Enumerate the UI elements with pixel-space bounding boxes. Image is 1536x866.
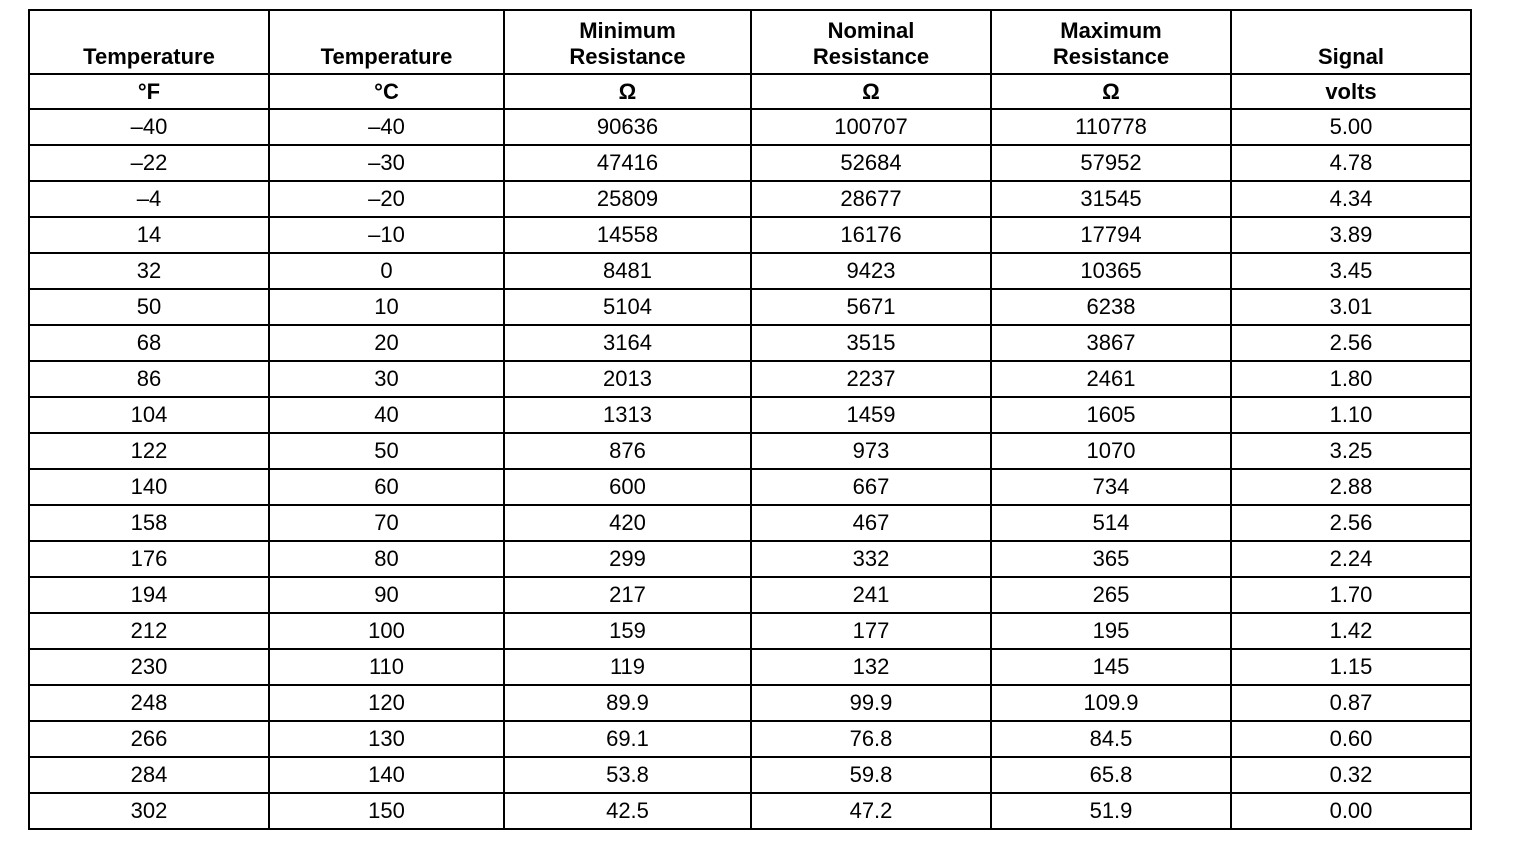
table-cell: 52684 [751, 145, 991, 181]
table-cell: 132 [751, 649, 991, 685]
table-cell: 68 [29, 325, 269, 361]
column-header-minimum-resistance [504, 10, 751, 74]
column-unit-minimum-resistance: Ω [504, 74, 751, 109]
table-cell: 158 [29, 505, 269, 541]
table-cell: 0.32 [1231, 757, 1471, 793]
column-header-text: Temperature [320, 43, 453, 69]
column-unit-maximum-resistance: Ω [991, 74, 1231, 109]
table-cell: 42.5 [504, 793, 751, 829]
table-cell: 299 [504, 541, 751, 577]
table-cell: 4.34 [1231, 181, 1471, 217]
table-cell: 176 [29, 541, 269, 577]
table-row [29, 325, 1471, 361]
table-cell: 140 [269, 757, 504, 793]
table-cell: 47.2 [751, 793, 991, 829]
column-unit-nominal-resistance: Ω [751, 74, 991, 109]
table-cell: 100707 [751, 109, 991, 145]
table-cell: 145 [991, 649, 1231, 685]
table-cell: 332 [751, 541, 991, 577]
table-cell: 14558 [504, 217, 751, 253]
table-cell: 5104 [504, 289, 751, 325]
table-cell: 177 [751, 613, 991, 649]
table-row [29, 109, 1471, 145]
table-cell: 734 [991, 469, 1231, 505]
column-header-nominal-resistance [751, 10, 991, 74]
table-row [29, 469, 1471, 505]
table-cell: 230 [29, 649, 269, 685]
table-cell: 2237 [751, 361, 991, 397]
table-cell: 365 [991, 541, 1231, 577]
table-cell: 100 [269, 613, 504, 649]
column-header-text: Nominal [827, 18, 915, 44]
table-cell: 51.9 [991, 793, 1231, 829]
table-cell: 30 [269, 361, 504, 397]
table-cell: 2.88 [1231, 469, 1471, 505]
header-unit-row [29, 74, 1471, 109]
table-row [29, 541, 1471, 577]
table-cell: 3164 [504, 325, 751, 361]
table-cell: 53.8 [504, 757, 751, 793]
table-row [29, 433, 1471, 469]
table-cell: 57952 [991, 145, 1231, 181]
table-cell: 1.70 [1231, 577, 1471, 613]
table-cell: 16176 [751, 217, 991, 253]
table-cell: 3.89 [1231, 217, 1471, 253]
table-row [29, 361, 1471, 397]
table-row [29, 289, 1471, 325]
table-cell: 241 [751, 577, 991, 613]
table-cell: 2.56 [1231, 505, 1471, 541]
table-cell: 14 [29, 217, 269, 253]
column-unit-temperature-f: °F [29, 74, 269, 109]
table-cell: 212 [29, 613, 269, 649]
column-header-text: Maximum [1060, 18, 1162, 44]
column-header-text: Resistance [569, 43, 686, 69]
table-body [29, 109, 1471, 829]
table-cell: –20 [269, 181, 504, 217]
table-cell: 110778 [991, 109, 1231, 145]
table-row [29, 757, 1471, 793]
table-cell: 104 [29, 397, 269, 433]
table-cell: 31545 [991, 181, 1231, 217]
table-cell: 120 [269, 685, 504, 721]
column-header-text: Signal [1317, 43, 1384, 69]
table-cell: 1.15 [1231, 649, 1471, 685]
table-cell: 973 [751, 433, 991, 469]
table-cell: 2013 [504, 361, 751, 397]
table-row [29, 649, 1471, 685]
table-cell: 86 [29, 361, 269, 397]
table-cell: 514 [991, 505, 1231, 541]
table-cell: 1459 [751, 397, 991, 433]
table-row [29, 397, 1471, 433]
column-header-text: Resistance [1052, 43, 1170, 69]
table-cell: 248 [29, 685, 269, 721]
table-cell: 3515 [751, 325, 991, 361]
table-cell: 0.00 [1231, 793, 1471, 829]
column-header-maximum-resistance [991, 10, 1231, 74]
table-cell: 0 [269, 253, 504, 289]
table-row [29, 685, 1471, 721]
table-cell: 4.78 [1231, 145, 1471, 181]
table-cell: 8481 [504, 253, 751, 289]
table-cell: 20 [269, 325, 504, 361]
table-cell: –40 [29, 109, 269, 145]
table-cell: 5.00 [1231, 109, 1471, 145]
table-cell: 28677 [751, 181, 991, 217]
table-cell: 50 [29, 289, 269, 325]
table-cell: 69.1 [504, 721, 751, 757]
table-cell: 140 [29, 469, 269, 505]
table-cell: –10 [269, 217, 504, 253]
table-cell: 1.42 [1231, 613, 1471, 649]
table-cell: 266 [29, 721, 269, 757]
table-cell: 32 [29, 253, 269, 289]
table-cell: 302 [29, 793, 269, 829]
table-row [29, 181, 1471, 217]
column-header-temperature-f [29, 10, 269, 74]
table-cell: 2.56 [1231, 325, 1471, 361]
table-cell: 1070 [991, 433, 1231, 469]
table-cell: 420 [504, 505, 751, 541]
table-cell: 150 [269, 793, 504, 829]
table-cell: 1.80 [1231, 361, 1471, 397]
table-cell: 3.01 [1231, 289, 1471, 325]
table-cell: 50 [269, 433, 504, 469]
table-cell: –22 [29, 145, 269, 181]
column-header-temperature-c [269, 10, 504, 74]
temperature-resistance-table [28, 9, 1472, 830]
table-cell: 876 [504, 433, 751, 469]
table-cell: 40 [269, 397, 504, 433]
table-cell: 99.9 [751, 685, 991, 721]
table-cell: 84.5 [991, 721, 1231, 757]
table-cell: 3867 [991, 325, 1231, 361]
table-row [29, 577, 1471, 613]
table-cell: 6238 [991, 289, 1231, 325]
table-cell: 667 [751, 469, 991, 505]
table-cell: 9423 [751, 253, 991, 289]
table-cell: 60 [269, 469, 504, 505]
table-row [29, 721, 1471, 757]
column-unit-temperature-c: °C [269, 74, 504, 109]
table-row [29, 217, 1471, 253]
table-cell: 195 [991, 613, 1231, 649]
table-cell: 1313 [504, 397, 751, 433]
table-cell: –30 [269, 145, 504, 181]
column-header-signal [1231, 10, 1471, 74]
table-cell: 3.25 [1231, 433, 1471, 469]
table-cell: 467 [751, 505, 991, 541]
table-cell: 89.9 [504, 685, 751, 721]
table-cell: 0.60 [1231, 721, 1471, 757]
table-cell: 600 [504, 469, 751, 505]
table-row [29, 253, 1471, 289]
table-cell: 130 [269, 721, 504, 757]
table-row [29, 793, 1471, 829]
column-header-text: Resistance [812, 43, 930, 69]
table-cell: 110 [269, 649, 504, 685]
table-row [29, 613, 1471, 649]
table-cell: –4 [29, 181, 269, 217]
table-cell: 90 [269, 577, 504, 613]
column-header-text: Minimum [579, 18, 676, 44]
table-cell: 76.8 [751, 721, 991, 757]
table-cell: 80 [269, 541, 504, 577]
table-cell: 59.8 [751, 757, 991, 793]
table-cell: 10365 [991, 253, 1231, 289]
column-unit-signal: volts [1231, 74, 1471, 109]
column-header-text: Temperature [83, 43, 215, 69]
table-cell: 2.24 [1231, 541, 1471, 577]
table-cell: 284 [29, 757, 269, 793]
table-cell: 25809 [504, 181, 751, 217]
table-row [29, 145, 1471, 181]
table-cell: 65.8 [991, 757, 1231, 793]
table-cell: 119 [504, 649, 751, 685]
table-cell: 122 [29, 433, 269, 469]
table-cell: 265 [991, 577, 1231, 613]
table-cell: 17794 [991, 217, 1231, 253]
table-cell: 0.87 [1231, 685, 1471, 721]
table-cell: 1.10 [1231, 397, 1471, 433]
table-cell: 1605 [991, 397, 1231, 433]
table-cell: –40 [269, 109, 504, 145]
table-cell: 5671 [751, 289, 991, 325]
header-title-row [29, 10, 1471, 74]
table-cell: 70 [269, 505, 504, 541]
table-cell: 159 [504, 613, 751, 649]
table-cell: 47416 [504, 145, 751, 181]
table-cell: 3.45 [1231, 253, 1471, 289]
table-cell: 109.9 [991, 685, 1231, 721]
table-cell: 90636 [504, 109, 751, 145]
table-cell: 2461 [991, 361, 1231, 397]
table-row [29, 505, 1471, 541]
table-header [29, 10, 1471, 109]
table-cell: 194 [29, 577, 269, 613]
table-cell: 10 [269, 289, 504, 325]
table-cell: 217 [504, 577, 751, 613]
